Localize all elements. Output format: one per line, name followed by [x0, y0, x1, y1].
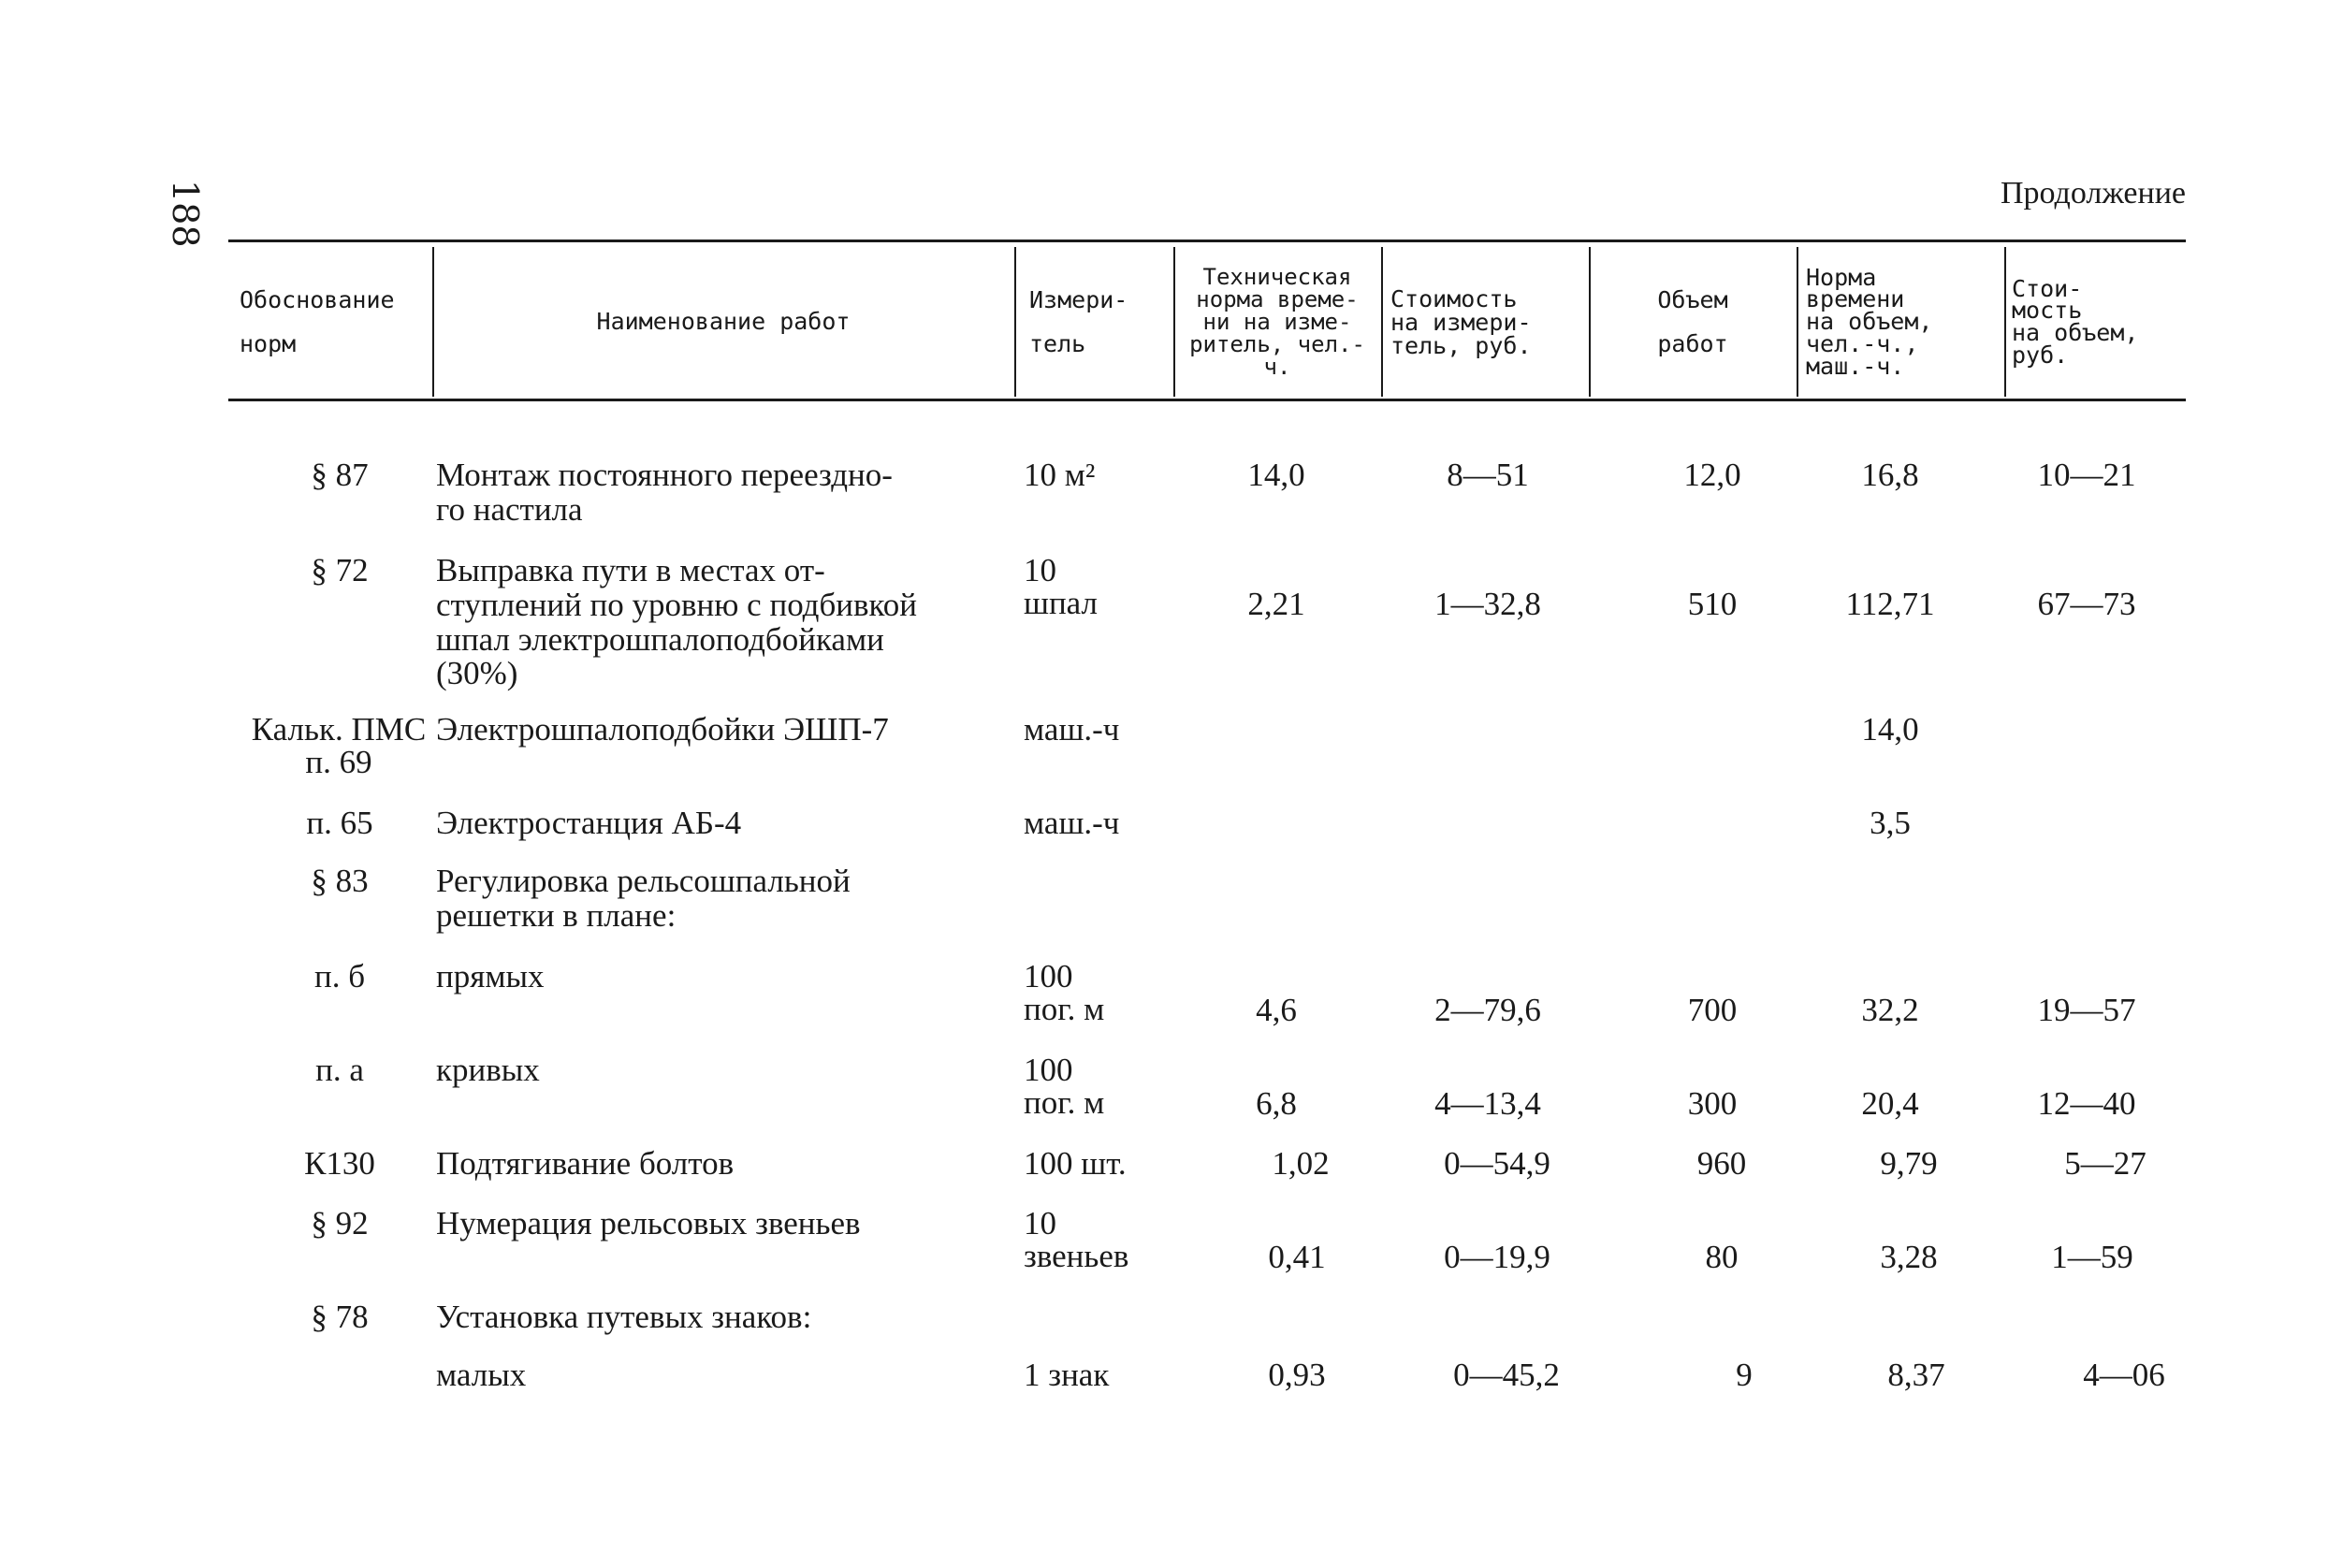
cell-name: прямых: [436, 958, 545, 995]
cell-basis: § 78: [311, 1299, 369, 1335]
header-divider: [1173, 247, 1175, 397]
cell-tech-norm: 6,8: [1256, 1085, 1297, 1122]
header-unit: Измери- тель: [1029, 285, 1128, 357]
cell-unit: 10 м²: [1024, 457, 1096, 493]
cell-norm-volume: 112,71: [1845, 586, 1935, 622]
cell-cost-unit: 0—19,9: [1444, 1239, 1550, 1275]
cell-cost-volume: 1—59: [2051, 1239, 2133, 1275]
header-divider: [1014, 247, 1016, 397]
cell-tech-norm: 4,6: [1256, 992, 1297, 1028]
cell-unit: 100 пог. м: [1024, 1052, 1105, 1121]
header-divider: [1589, 247, 1591, 397]
cell-cost-unit: 2—79,6: [1434, 992, 1541, 1028]
cell-volume: 510: [1687, 586, 1738, 622]
cell-basis: п. 65: [306, 805, 373, 841]
cell-unit: 10 звеньев: [1024, 1205, 1129, 1274]
cell-name: кривых: [436, 1052, 540, 1088]
cell-cost-volume: 12—40: [2037, 1085, 2136, 1122]
cell-norm-volume: 32,2: [1861, 992, 1919, 1028]
cell-name: малых: [436, 1357, 527, 1393]
cell-cost-unit: 0—45,2: [1453, 1357, 1560, 1393]
cell-cost-volume: 4—06: [2083, 1357, 2165, 1393]
cell-volume: 9: [1736, 1357, 1753, 1393]
cell-basis: К130: [304, 1145, 375, 1182]
cell-tech-norm: 0,41: [1268, 1239, 1326, 1275]
cell-volume: 700: [1687, 992, 1738, 1028]
cell-unit: 1 знак: [1024, 1357, 1110, 1393]
cell-cost-volume: 67—73: [2037, 586, 2136, 622]
cell-volume: 80: [1705, 1239, 1739, 1275]
cell-tech-norm: 14,0: [1247, 457, 1305, 493]
cell-norm-volume: 3,5: [1870, 805, 1911, 841]
cell-unit: 100 пог. м: [1024, 958, 1105, 1027]
cell-cost-unit: 4—13,4: [1434, 1085, 1541, 1122]
cell-cost-volume: 19—57: [2037, 992, 2136, 1028]
cell-norm-volume: 14,0: [1861, 711, 1919, 748]
header-cost-volume: Стои- мость на объем, руб.: [2012, 274, 2139, 369]
cell-norm-volume: 8,37: [1887, 1357, 1945, 1393]
cell-name: Электростанция АБ-4: [436, 805, 742, 841]
cell-norm-volume: 16,8: [1861, 457, 1919, 493]
cell-tech-norm: 1,02: [1272, 1145, 1330, 1182]
header-divider: [1797, 247, 1798, 397]
cell-cost-unit: 8—51: [1447, 457, 1529, 493]
continuation-label: Продолжение: [2000, 176, 2186, 211]
cell-norm-volume: 3,28: [1880, 1239, 1938, 1275]
table-top-rule: [228, 240, 2186, 242]
cell-name: Монтаж постоянного переездно- го настила: [436, 457, 893, 528]
header-volume: Объем работ: [1657, 285, 1728, 357]
cell-unit: 100 шт.: [1024, 1145, 1127, 1182]
cell-name: Электрошпалоподбойки ЭШП-7: [436, 711, 889, 748]
cell-basis: § 72: [311, 552, 369, 588]
header-cost-unit: Стоимость на измери- тель, руб.: [1390, 284, 1532, 359]
cell-volume: 300: [1687, 1085, 1738, 1122]
cell-name: Установка путевых знаков:: [436, 1299, 812, 1335]
cell-basis: § 83: [311, 863, 369, 899]
header-divider: [432, 247, 434, 397]
cell-norm-volume: 9,79: [1880, 1145, 1938, 1182]
cell-basis: § 92: [311, 1205, 369, 1241]
cell-name: Регулировка рельсошпальной решетки в плане:: [436, 863, 851, 934]
cell-unit: 10 шпал: [1024, 552, 1098, 621]
header-divider: [2004, 247, 2006, 397]
header-divider: [1381, 247, 1383, 397]
header-name: Наименование работ: [596, 308, 851, 336]
cell-cost-unit: 0—54,9: [1444, 1145, 1550, 1182]
cell-norm-volume: 20,4: [1861, 1085, 1919, 1122]
cell-volume: 12,0: [1683, 457, 1741, 493]
table-header-rule: [228, 399, 2186, 401]
page-number: 188: [165, 180, 206, 248]
cell-basis: Кальк. ПМС п. 69: [251, 711, 427, 780]
cell-tech-norm: 0,93: [1268, 1357, 1326, 1393]
cell-unit: маш.-ч: [1024, 711, 1120, 748]
cell-name: Нумерация рельсовых звеньев: [436, 1205, 861, 1241]
header-tech-norm: Техническая норма време- ни на изме- ритель, чел.-ч.: [1189, 264, 1365, 380]
cell-cost-volume: 5—27: [2064, 1145, 2147, 1182]
cell-basis: п. а: [315, 1052, 364, 1088]
cell-basis: п. б: [313, 958, 366, 995]
header-norm-volume: Норма времени на объем, чел.-ч., маш.-ч.: [1806, 263, 1933, 380]
cell-tech-norm: 2,21: [1247, 586, 1305, 622]
cell-cost-volume: 10—21: [2037, 457, 2136, 493]
cell-volume: 960: [1696, 1145, 1747, 1182]
cell-name: Выправка пути в местах от- ступлений по уровню с подбивкой шпал электрошпалоподбойками (30%): [436, 552, 918, 692]
cell-name: Подтягивание болтов: [436, 1145, 735, 1182]
cell-basis: § 87: [311, 457, 369, 493]
cell-cost-unit: 1—32,8: [1434, 586, 1541, 622]
header-basis: Обоснование норм: [240, 285, 395, 357]
cell-unit: маш.-ч: [1024, 805, 1120, 841]
